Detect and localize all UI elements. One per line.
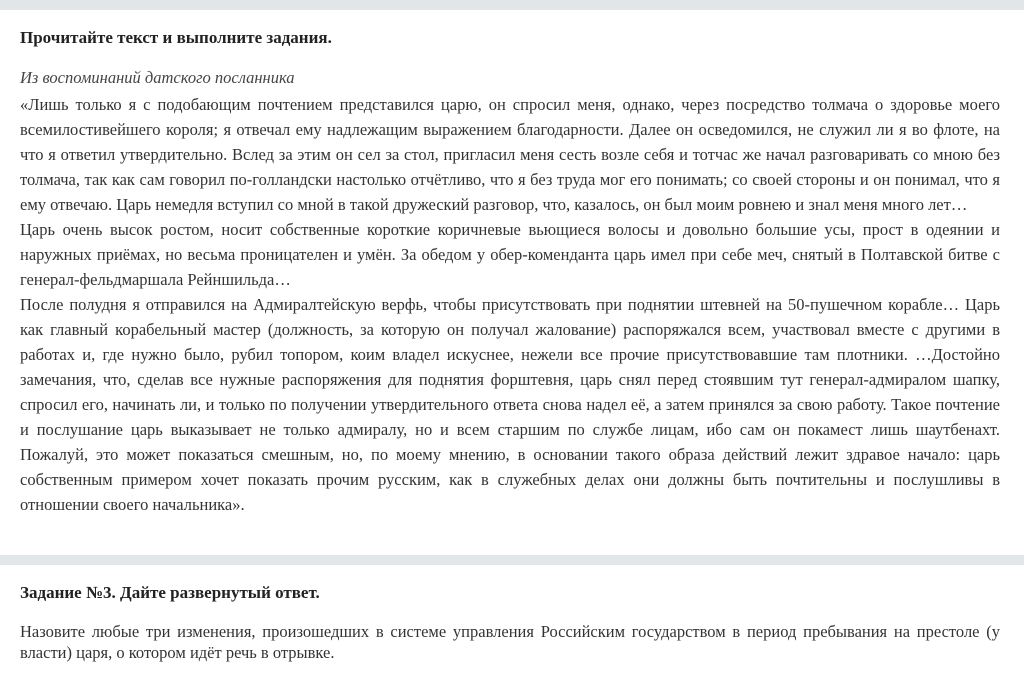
section-divider-band xyxy=(0,555,1024,565)
instruction-heading: Прочитайте текст и выполните задания. xyxy=(20,28,332,47)
passage-paragraph: После полудня я отправился на Адмиралтейскую верфь, чтобы присутствовать при поднятии штевней на 50-пушечном корабле… Царь как главный корабельный мастер (должность, за которую он получал жалование) распоряжался всем, участвовал вместе с другими в работах и, где нужно было, рубил топором, коим владел искуснее, нежели все прочие присутствовавшие там плотники. …Достойно замечания, что, сделав все нужные распоряжения для поднятия форштевня, царь снял перед стоявшим тут генерал-адмиралом шапку, спросил его, начинать ли, и только по получении утвердительного ответа снова надел её, а затем принялся за свою работу. Такое почтение и послушание царь выказывает не только адмиралу, но и всем старшим по службе лицам, ибо сам он покамест лишь шаутбенахт. Пожалуй, это может показаться смешным, но, по моему мнению, в основании такого образа действий лежит здравое начало: царь собственным примером хочет показать прочим русским, как в служебных делах они должны быть почтительны и послушливы в отношении своего начальника». xyxy=(20,295,1000,514)
passage-paragraph: Царь очень высок ростом, носит собственные короткие коричневые вьющиеся волосы и довольно большие усы, прост в одеянии и наружных приёмах, но весьма проницателен и умён. За обедом у обер-коменданта царь имел при себе меч, снятый в Полтавской битве с генерал-фельдмаршала Рейншильда… xyxy=(20,220,1000,289)
top-divider-band xyxy=(0,0,1024,10)
source-label: Из воспоминаний датского посланника xyxy=(20,68,295,87)
task-title: Задание №3. Дайте развернутый ответ. xyxy=(20,583,320,602)
passage-paragraph: «Лишь только я с подобающим почтением представился царю, он спросил меня, однако, через посредство толмача о здоровье моего всемилостивейшего короля; я отвечал ему надлежащим выражением благодарности. Далее он осведомился, не служил ли я во флоте, на что я ответил утвердительно. Вслед за этим он сел за стол, пригласил меня сесть возле себя и тотчас же начал разговаривать со мною без толмача, так как сам говорил по-голландски настолько отчётливо, что я без труда мог его понимать; со своей стороны и он понимал, что я ему отвечаю. Царь немедля вступил со мной в такой дружеский разговор, что, казалось, он был моим ровнею и знал меня много лет… xyxy=(20,95,1000,214)
task-text: Назовите любые три изменения, произошедших в системе управления Российским государством в период пребывания на престоле (у власти) царя, о котором идёт речь в отрывке. xyxy=(20,622,1000,662)
passage-text xyxy=(20,92,1000,517)
